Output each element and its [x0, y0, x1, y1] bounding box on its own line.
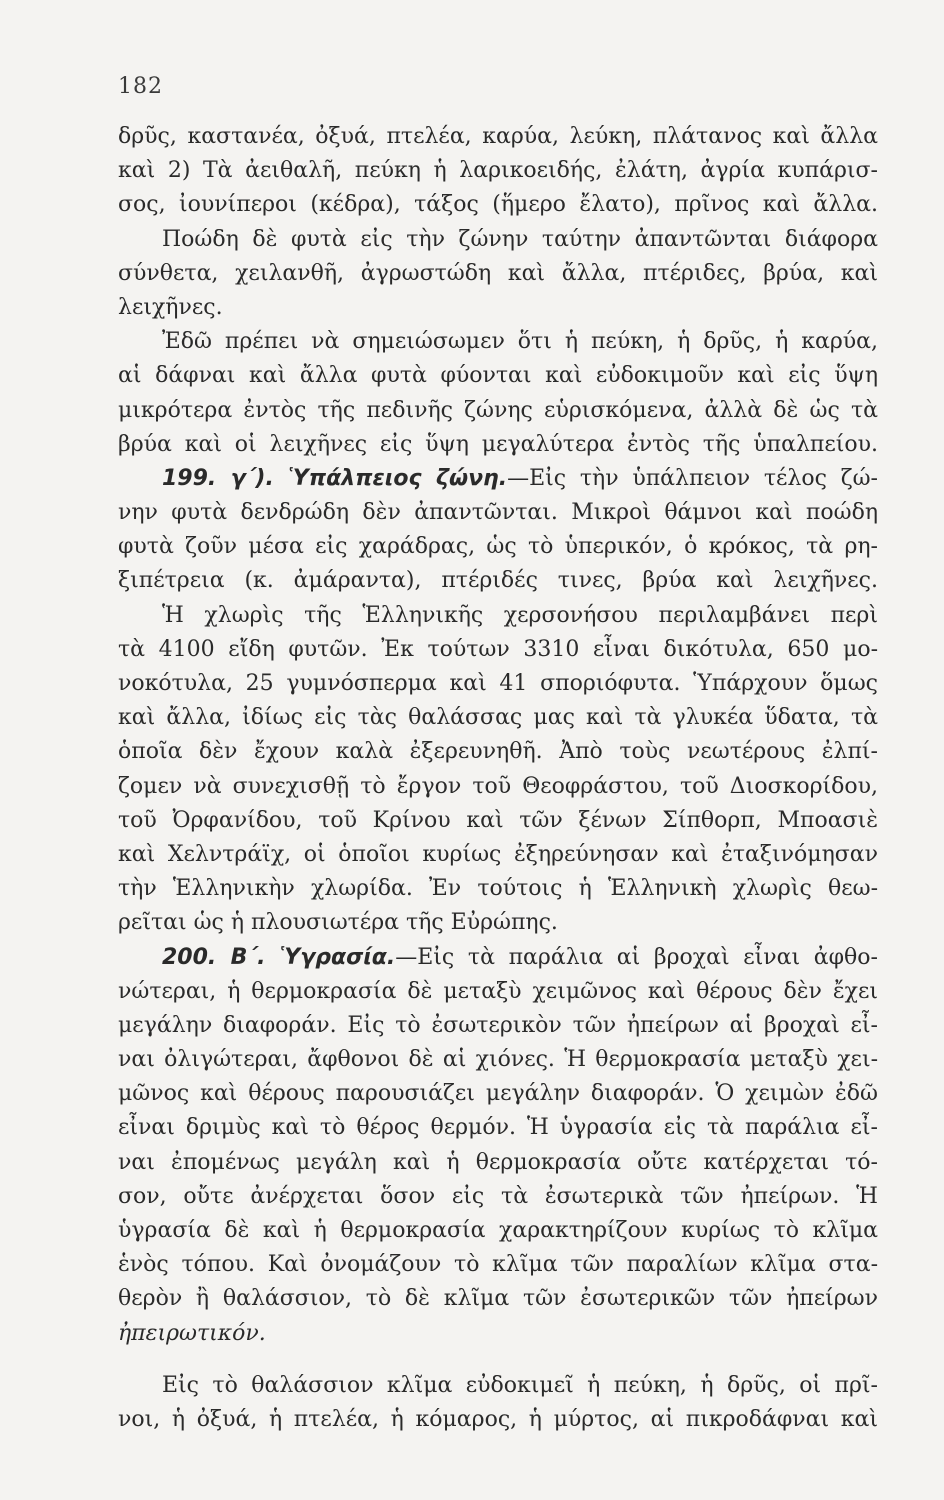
- text-line: [118, 462, 878, 496]
- line-text: ζομεν νὰ συνεχισθῇ τὸ ἔργον τοῦ Θεοφράστου, τοῦ Διοσκορίδου,: [118, 773, 878, 799]
- line-text: καὶ ἄλλα, ἰδίως εἰς τὰς θαλάσσας μας καὶ τὰ γλυκέα ὕδατα, τὰ: [118, 705, 878, 731]
- text-line: [118, 941, 878, 975]
- line-text: σος, ἰουνίπεροι (κέδρα), τάξος (ἥμερο ἔλατο), πρῖνος καὶ ἄλλα.: [118, 192, 878, 218]
- text-line: [118, 1403, 878, 1437]
- text-line: [118, 564, 878, 598]
- line-text: καὶ 2) Τὰ ἀειθαλῆ, πεύκη ἡ λαρικοειδής, ἐλάτη, ἀγρία κυπάρισ-: [118, 158, 878, 184]
- line-text: βρύα καὶ οἱ λειχῆνες εἰς ὕψη μεγαλύτερα ἐντὸς τῆς ὑπαλπείου.: [118, 431, 878, 457]
- line-text: τοῦ Ὀρφανίδου, τοῦ Κρίνου καὶ τῶν ξένων Σίπθορπ, Μποασιὲ: [118, 807, 878, 833]
- line-text: καὶ Χελντράϊχ, οἱ ὁποῖοι κυρίως ἐξηρεύνησαν καὶ ἐταξινόμησαν: [118, 841, 878, 867]
- line-text: ὁποῖα δὲν ἔχουν καλὰ ἐξερευνηθῆ. Ἀπὸ τοὺς νεωτέρους ἐλπί-: [118, 739, 878, 765]
- body-text: [118, 120, 878, 1437]
- line-text: νοκότυλα, 25 γυμνόσπερμα καὶ 41 σποριόφυτα. Ὑπάρχουν ὅμως: [118, 671, 878, 696]
- line-text: Ἡ χλωρὶς τῆς Ἑλληνικῆς χερσονήσου περιλαμβάνει περὶ: [162, 602, 878, 628]
- text-line: [118, 975, 878, 1009]
- line-text: σον, οὔτε ἀνέρχεται ὅσον εἰς τὰ ἐσωτερικὰ τῶν ἠπείρων. Ἡ: [118, 1183, 878, 1209]
- line-text: φυτὰ ζοῦν μέσα εἰς χαράδρας, ὡς τὸ ὑπερικόν, ὁ κρόκος, τὰ ρη-: [118, 534, 878, 560]
- text-line: [118, 906, 878, 940]
- line-text: νην φυτὰ δενδρώδη δὲν ἀπαντῶνται. Μικροὶ θάμνοι καὶ ποώδη: [118, 500, 878, 526]
- text-line: [118, 1146, 878, 1180]
- text-line: [118, 325, 878, 359]
- text-line: [118, 599, 878, 633]
- section-heading: 200. Β΄. Ὑγρασία.: [162, 944, 396, 970]
- text-line: [118, 359, 878, 393]
- text-line: [118, 1369, 878, 1403]
- line-text: τὴν Ἑλληνικὴν χλωρίδα. Ἐν τούτοις ἡ Ἑλληνικὴ χλωρὶς θεω-: [118, 876, 878, 902]
- text-line: [118, 188, 878, 222]
- text-line: [118, 1009, 878, 1043]
- text-line: [118, 1248, 878, 1282]
- text-line: [118, 223, 878, 257]
- page-number: 182: [118, 74, 163, 99]
- text-line: [118, 257, 878, 291]
- text-line: [118, 838, 878, 872]
- text-line: [118, 1317, 878, 1351]
- section-heading: 199. γ΄). Ὑπάλπειος ζώνη.: [162, 465, 508, 491]
- text-line: [118, 1180, 878, 1214]
- line-text: —Εἰς τὰ παράλια αἱ βροχαὶ εἶναι ἀφθο-: [395, 944, 878, 970]
- text-line: [118, 1111, 878, 1145]
- text-line: [118, 804, 878, 838]
- paragraph-gap: [118, 1351, 878, 1369]
- text-line: [118, 291, 878, 325]
- line-text: ρεῖται ὡς ἡ πλουσιωτέρα τῆς Εὐρώπης.: [118, 910, 558, 936]
- text-line: [118, 1077, 878, 1111]
- line-text: μῶνος καὶ θέρους παρουσιάζει μεγάλην διαφοράν. Ὁ χειμὼν ἐδῶ: [118, 1081, 878, 1107]
- line-text: ναι ὀλιγώτεραι, ἄφθονοι δὲ αἱ χιόνες. Ἡ θερμοκρασία μεταξὺ χει-: [118, 1047, 878, 1073]
- text-line: [118, 1043, 878, 1077]
- text-line: [118, 428, 878, 462]
- line-text: μικρότερα ἐντὸς τῆς πεδινῆς ζώνης εὑρισκόμενα, ἀλλὰ δὲ ὡς τὰ: [118, 397, 878, 423]
- text-line: [118, 735, 878, 769]
- text-line: [118, 394, 878, 428]
- text-line: [118, 154, 878, 188]
- text-line: [118, 667, 878, 701]
- line-text: Ἐδῶ πρέπει νὰ σημειώσωμεν ὅτι ἡ πεύκη, ἡ δρῦς, ἡ καρύα,: [162, 329, 878, 355]
- line-text: Ποώδη δὲ φυτὰ εἰς τὴν ζώνην ταύτην ἀπαντῶνται διάφορα: [162, 226, 878, 252]
- line-text: —Εἰς τὴν ὑπάλπειον τέλος ζώ-: [507, 465, 878, 491]
- line-text: νώτεραι, ἡ θερμοκρασία δὲ μεταξὺ χειμῶνος καὶ θέρους δὲν ἔχει: [118, 978, 878, 1004]
- line-text: λειχῆνες.: [118, 294, 223, 320]
- line-text: ὑγρασία δὲ καὶ ἡ θερμοκρασία χαρακτηρίζουν κυρίως τὸ κλῖμα: [118, 1218, 878, 1243]
- line-text: ἑνὸς τόπου. Καὶ ὀνομάζουν τὸ κλῖμα τῶν παραλίων κλῖμα στα-: [118, 1252, 878, 1278]
- text-line: [118, 872, 878, 906]
- line-text: εἶναι δριμὺς καὶ τὸ θέρος θερμόν. Ἡ ὑγρασία εἰς τὰ παράλια εἶ-: [118, 1115, 878, 1141]
- line-text: ἠπειρωτικόν.: [118, 1320, 266, 1346]
- text-line: [118, 770, 878, 804]
- text-line: [118, 530, 878, 564]
- line-text: θερὸν ἢ θαλάσσιον, τὸ δὲ κλῖμα τῶν ἐσωτερικῶν τῶν ἠπείρων: [118, 1286, 878, 1312]
- text-line: [118, 1214, 878, 1248]
- text-line: [118, 496, 878, 530]
- line-text: Εἰς τὸ θαλάσσιον κλῖμα εὐδοκιμεῖ ἡ πεύκη, ἡ δρῦς, οἱ πρῖ-: [162, 1372, 878, 1398]
- line-text: σύνθετα, χειλανθῆ, ἀγρωστώδη καὶ ἄλλα, πτέριδες, βρύα, καὶ: [118, 260, 878, 286]
- text-line: [118, 633, 878, 667]
- line-text: ξιπέτρεια (κ. ἀμάραντα), πτέριδές τινες, βρύα καὶ λειχῆνες.: [118, 568, 878, 594]
- line-text: τὰ 4100 εἴδη φυτῶν. Ἐκ τούτων 3310 εἶναι δικότυλα, 650 μο-: [118, 636, 878, 662]
- line-text: μεγάλην διαφοράν. Εἰς τὸ ἐσωτερικὸν τῶν ἠπείρων αἱ βροχαὶ εἶ-: [118, 1012, 878, 1038]
- line-text: δρῦς, καστανέα, ὀξυά, πτελέα, καρύα, λεύκη, πλάτανος καὶ ἄλλα: [118, 124, 878, 149]
- text-line: [118, 120, 878, 154]
- line-text: νοι, ἡ ὀξυά, ἡ πτελέα, ἡ κόμαρος, ἡ μύρτος, αἱ πικροδάφναι καὶ: [118, 1406, 878, 1432]
- line-text: ναι ἐπομένως μεγάλη καὶ ἡ θερμοκρασία οὔτε κατέρχεται τό-: [118, 1149, 878, 1175]
- line-text: αἱ δάφναι καὶ ἄλλα φυτὰ φύονται καὶ εὐδοκιμοῦν καὶ εἰς ὕψη: [118, 363, 878, 389]
- text-line: [118, 701, 878, 735]
- text-line: [118, 1282, 878, 1316]
